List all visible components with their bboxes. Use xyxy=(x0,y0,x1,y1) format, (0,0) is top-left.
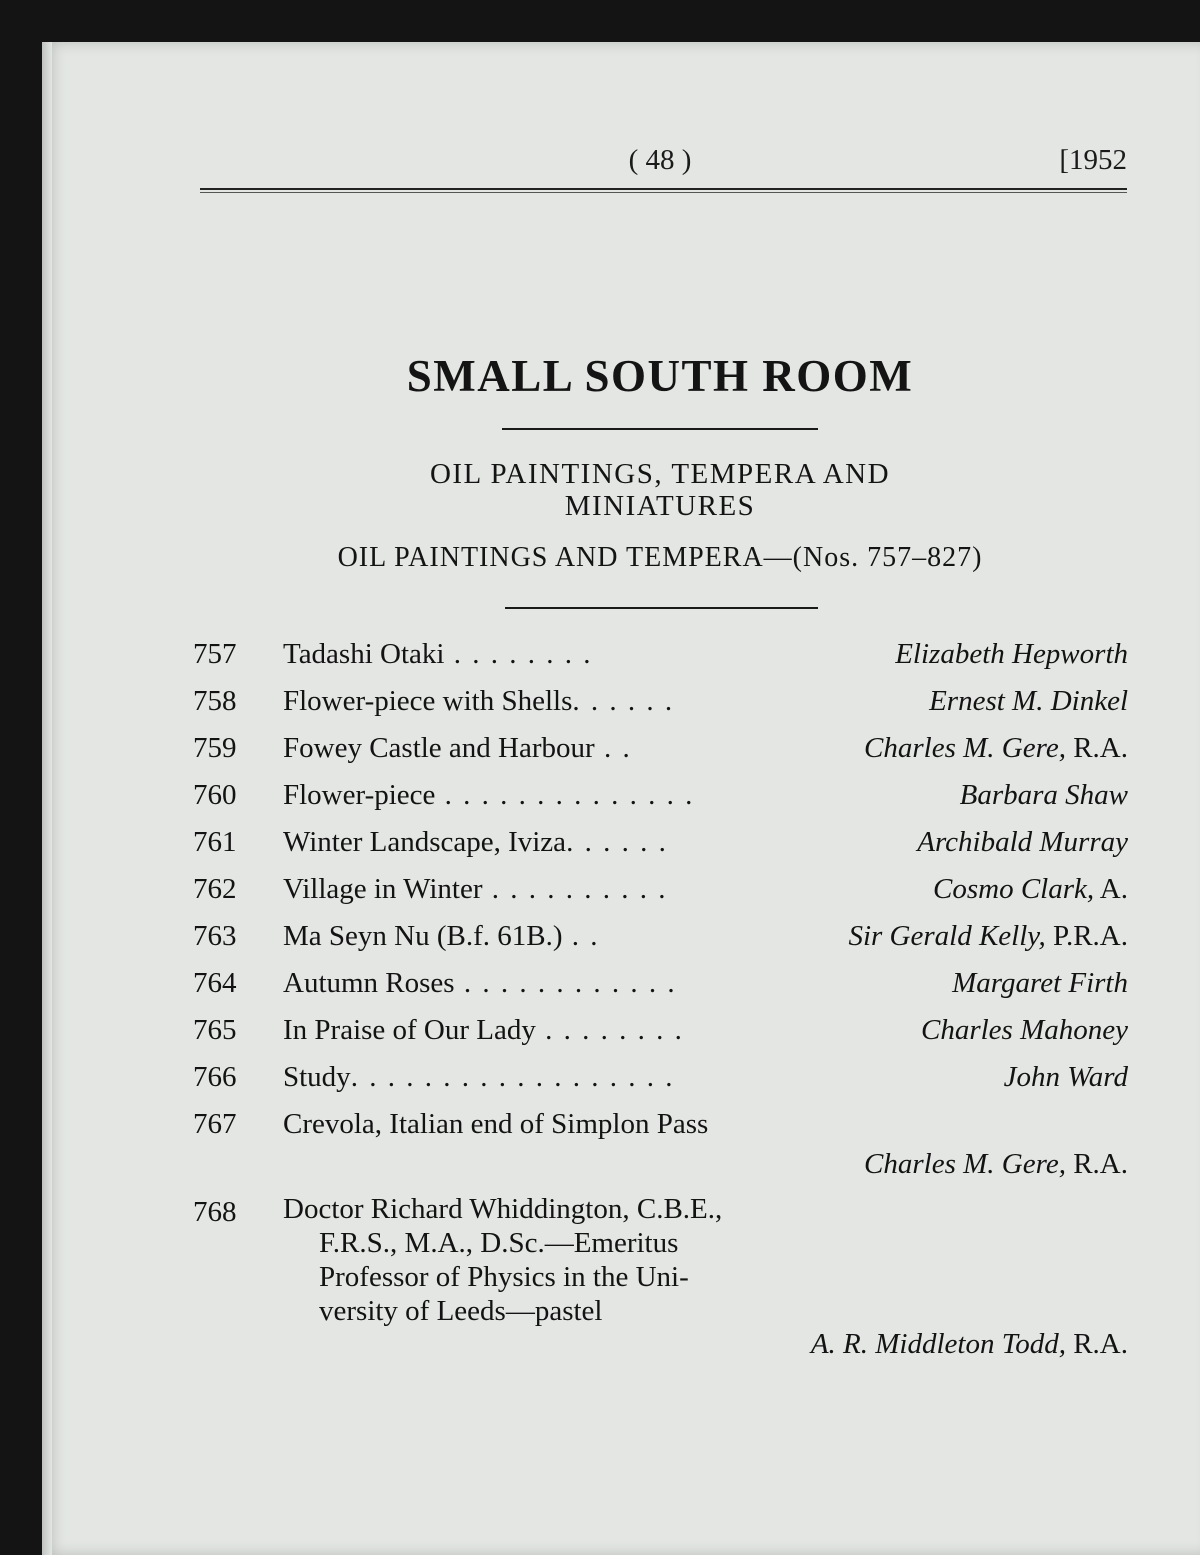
entry-title xyxy=(283,1057,674,1097)
artist-honours: R.A. xyxy=(1065,1148,1128,1180)
entry-title xyxy=(283,775,694,815)
entry-title xyxy=(283,916,600,956)
leader-dots: . . . . . . . . . . . . xyxy=(454,967,677,999)
entry-artist xyxy=(864,1144,1128,1184)
artist-name: Barbara Shaw xyxy=(959,779,1128,811)
artist-name: Charles M. Gere, xyxy=(864,732,1066,764)
section-title-line1: OIL PAINTINGS, TEMPERA AND xyxy=(429,458,891,490)
artist-name: Charles Mahoney xyxy=(921,1014,1128,1046)
entry-number: 762 xyxy=(193,873,237,905)
entry-artist xyxy=(917,822,1128,862)
entry-number: 768 xyxy=(193,1196,237,1228)
page-number: ( 48 ) xyxy=(628,144,692,176)
leader-dots: . . . . . . xyxy=(572,685,675,717)
entry-title-line: Doctor Richard Whiddington, C.B.E., xyxy=(283,1193,723,1225)
entry-title xyxy=(283,1010,684,1050)
section-title xyxy=(190,458,1130,522)
entry-number: 758 xyxy=(193,685,237,717)
leader-dots: . . . . . . . . . . . . . . . . . . xyxy=(350,1061,675,1093)
entry-title-text: Fowey Castle and Harbour xyxy=(283,732,595,764)
entry-title xyxy=(283,728,632,768)
entry-number: 761 xyxy=(193,826,237,858)
artist-name: Margaret Firth xyxy=(952,967,1128,999)
catalogue-entry xyxy=(193,1192,1128,1372)
entry-title-text: Flower-piece xyxy=(283,779,436,811)
artist-name: John Ward xyxy=(1003,1061,1128,1093)
entry-title xyxy=(283,681,674,721)
entry-title-line: versity of Leeds—pastel xyxy=(319,1295,603,1327)
title-rule xyxy=(502,428,818,430)
catalogue-entry xyxy=(193,681,1128,728)
entry-title-text: Study xyxy=(283,1061,351,1093)
entry-artist xyxy=(921,1010,1128,1050)
entry-title xyxy=(283,963,677,1003)
entry-number: 764 xyxy=(193,967,237,999)
entry-title xyxy=(283,822,668,862)
entry-title xyxy=(283,634,592,674)
year-label: [1952 xyxy=(1059,144,1127,176)
artist-honours: P.R.A. xyxy=(1045,920,1128,952)
entry-artist xyxy=(848,916,1128,956)
catalogue-entry xyxy=(193,1010,1128,1057)
leader-dots: . . . . . . . . xyxy=(535,1014,684,1046)
entry-title-line: Professor of Physics in the Uni- xyxy=(319,1261,689,1293)
catalogue-entry xyxy=(193,634,1128,681)
catalogue-entry xyxy=(193,822,1128,869)
room-title: SMALL SOUTH ROOM xyxy=(406,351,914,401)
entry-artist xyxy=(895,634,1128,674)
leader-dots: . . xyxy=(594,732,632,764)
artist-name: Cosmo Clark, xyxy=(933,873,1095,905)
entry-title-text: Tadashi Otaki xyxy=(283,638,445,670)
catalogue-entry xyxy=(193,869,1128,916)
entry-title xyxy=(283,1104,708,1144)
section-title-line2: MINIATURES xyxy=(564,490,756,522)
leader-dots: . . . . . . . . . . . . . . xyxy=(435,779,695,811)
entry-title-line: F.R.S., M.A., D.Sc.—Emeritus xyxy=(319,1227,679,1259)
header-rule-thin xyxy=(200,192,1127,193)
artist-name: A. R. Middleton Todd, xyxy=(810,1328,1066,1360)
entry-title-text: Village in Winter xyxy=(283,873,483,905)
artist-name: Ernest M. Dinkel xyxy=(929,685,1128,717)
entry-title-text: Winter Landscape, Iviza xyxy=(283,826,567,858)
artist-name: Sir Gerald Kelly, xyxy=(848,920,1046,952)
entry-artist xyxy=(1004,1057,1128,1097)
artist-honours: A. xyxy=(1094,873,1128,905)
entry-artist xyxy=(864,728,1128,768)
entry-title-text: Autumn Roses xyxy=(283,967,455,999)
catalogue-entry xyxy=(193,1057,1128,1104)
entry-number: 766 xyxy=(193,1061,237,1093)
entry-artist xyxy=(811,1324,1128,1364)
entry-title xyxy=(283,1192,843,1328)
entry-artist xyxy=(960,775,1128,815)
page-edge-shadow xyxy=(42,42,52,1555)
catalogue-entry xyxy=(193,728,1128,775)
catalogue-entry xyxy=(193,775,1128,822)
catalogue-entries xyxy=(193,634,1128,1372)
leader-dots: . . . . . . . . xyxy=(444,638,593,670)
entry-number: 760 xyxy=(193,779,237,811)
artist-honours: R.A. xyxy=(1065,732,1128,764)
artist-honours: R.A. xyxy=(1065,1328,1128,1360)
entry-number: 759 xyxy=(193,732,237,764)
leader-dots: . . . . . . . . . . xyxy=(482,873,668,905)
entry-number: 763 xyxy=(193,920,237,952)
entry-number: 765 xyxy=(193,1014,237,1046)
subsection-title: OIL PAINTINGS AND TEMPERA—(Nos. 757–827) xyxy=(337,542,983,573)
entry-artist xyxy=(933,869,1128,909)
catalogue-entry xyxy=(193,1104,1128,1192)
entry-title-text: Ma Seyn Nu (B.f. 61B.) xyxy=(283,920,563,952)
entry-title-text: In Praise of Our Lady xyxy=(283,1014,536,1046)
header-rule xyxy=(200,188,1127,190)
page-header xyxy=(193,144,1127,184)
catalogue-entry xyxy=(193,916,1128,963)
artist-name: Elizabeth Hepworth xyxy=(895,638,1128,670)
catalogue-entry xyxy=(193,963,1128,1010)
entry-artist xyxy=(952,963,1128,1003)
entry-title xyxy=(283,869,668,909)
entry-title-text: Flower-piece with Shells xyxy=(283,685,573,717)
leader-dots: . . xyxy=(562,920,600,952)
artist-name: Archibald Murray xyxy=(917,826,1128,858)
entry-number: 757 xyxy=(193,638,237,670)
entry-number: 767 xyxy=(193,1108,237,1140)
entry-artist xyxy=(929,681,1128,721)
artist-name: Charles M. Gere, xyxy=(864,1148,1066,1180)
entry-title-text: Crevola, Italian end of Simplon Pass xyxy=(283,1108,709,1140)
subsection-rule xyxy=(505,607,818,609)
leader-dots: . . . . . . xyxy=(566,826,668,858)
